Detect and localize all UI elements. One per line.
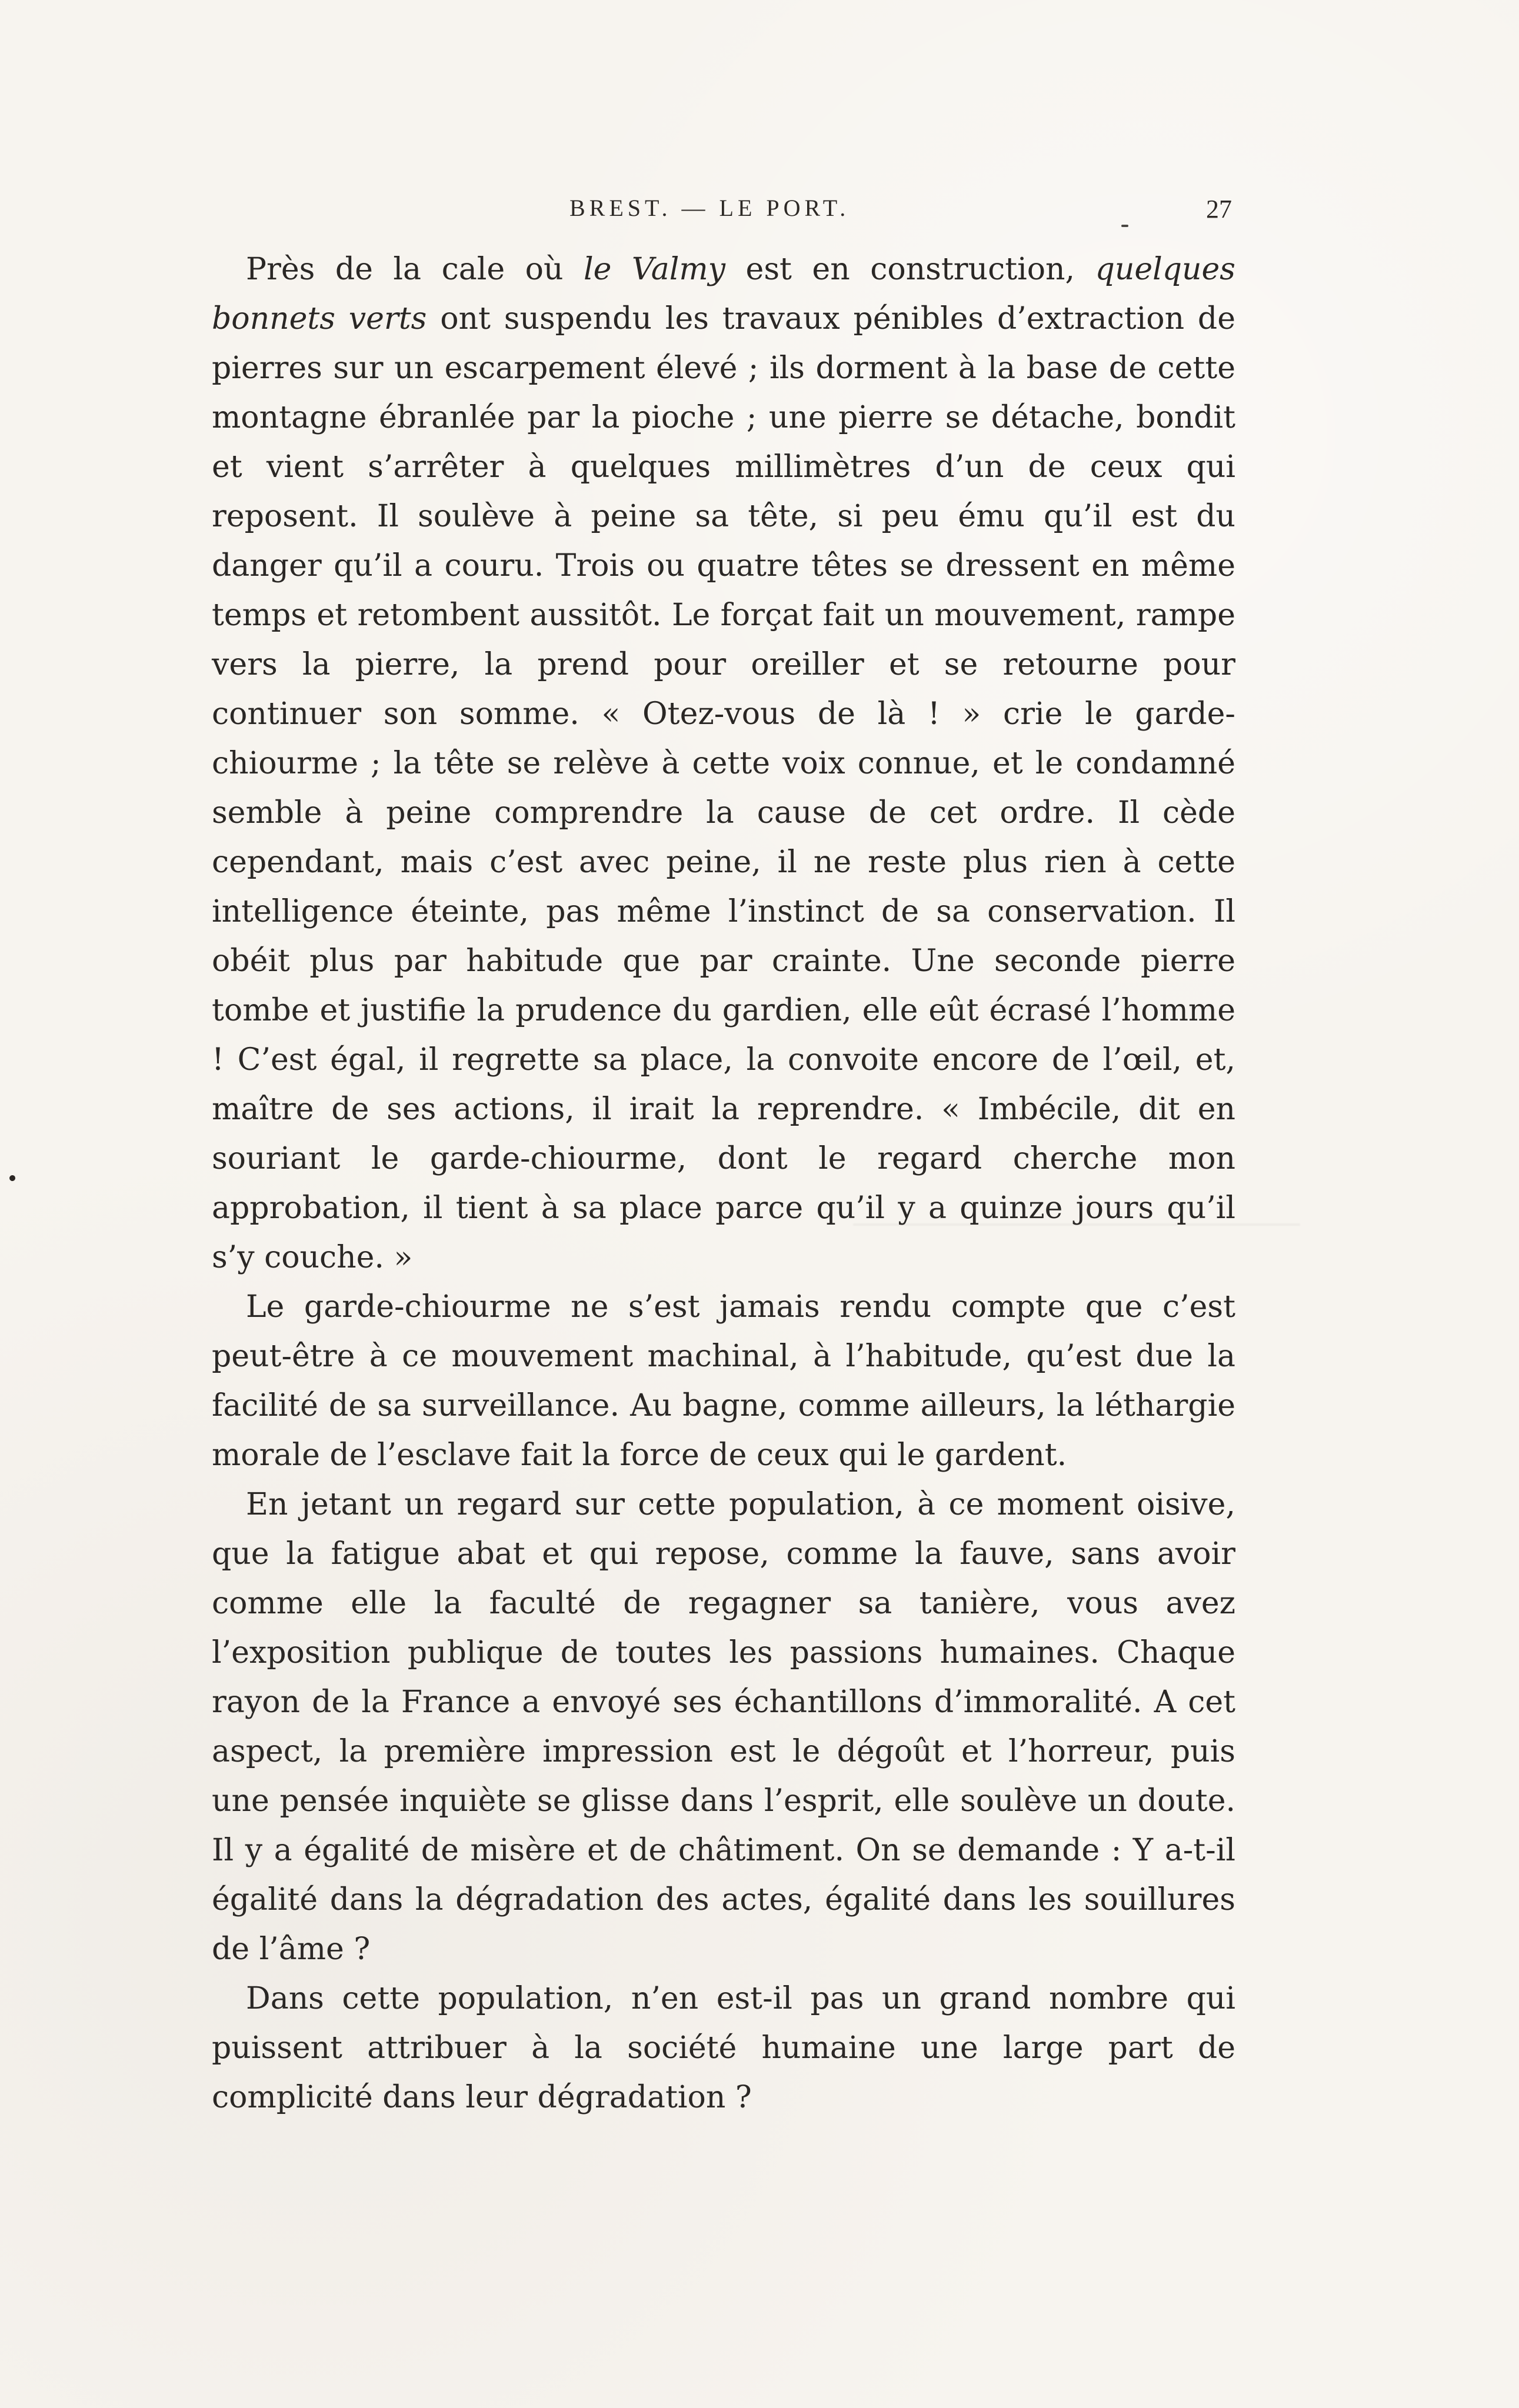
paragraph-4: Dans cette population, n’en est-il pas un grand nombre qui puissent attribuer à la société humaine une large part de complicité dans leur dégradation ? <box>212 1981 1235 2115</box>
paragraph-1 <box>212 245 1235 1282</box>
paragraph-3: En jetant un regard sur cette population, à ce moment oisive, que la fatigue abat et qui repose, comme la fauve, sans avoir comme elle la faculté de regagner sa tanière, vous avez l’exposition publique de toutes les passions humaines. Chaque rayon de la France a envoyé ses échantillons d’immoralité. A cet aspect, la première impression est le dégoût et l’horreur, puis une pensée inquiète se glisse dans l’esprit, elle soulève un doute. Il y a égalité de misère et de châtiment. On se demande : Y a-t-il égalité dans la dégradation des actes, égalité dans les souillures de l’âme ? <box>212 1487 1235 1967</box>
paragraph-2: Le garde-chiourme ne s’est jamais rendu compte que c’est peut-être à ce mouvement machinal, à l’habitude, qu’est due la facilité de sa surveillance. Au bagne, comme ailleurs, la léthargie morale de l’esclave fait la force de ceux qui le gardent. <box>212 1289 1235 1473</box>
margin-mark <box>9 1175 16 1182</box>
body-text <box>212 245 1235 2122</box>
header-dot <box>1121 225 1128 227</box>
page-number: 27 <box>1206 195 1232 224</box>
paragraph-1-text-middle: est en construction, <box>725 252 1095 287</box>
paragraph-1-italic-bonnets: quelques bonnets verts <box>212 252 1235 336</box>
running-head: BREST. — LE PORT. <box>569 195 850 221</box>
page-header <box>0 194 1519 247</box>
paragraph-1-text-start: Près de la cale où <box>246 252 584 287</box>
paragraph-1-text-end: ont suspendu les travaux pénibles d’extraction de pierres sur un escarpement élevé ; ils dorment à la base de cette montagne ébranlée par la pioche ; une pierre se détache, bondit et vient s’arrêter à quelques millimètres d’un de ceux qui reposent. Il soulève à peine sa tête, si peu ému qu’il est du danger qu’il a couru. Trois ou quatre têtes se dressent en même temps et retombent aussitôt. Le forçat fait un mouvement, rampe vers la pierre, la prend pour oreiller et se retourne pour continuer son somme. « Otez-vous de là ! » crie le garde-chiourme ; la tête se relève à cette voix connue, et le condamné semble à peine comprendre la cause de cet ordre. Il cède cependant, mais c’est avec peine, il ne reste plus rien à cette intelligence éteinte, pas même l’instinct de sa conservation. Il obéit plus par habitude que par crainte. Une seconde pierre tombe et justifie la prudence du gardien, elle eût écrasé l’homme ! C’est égal, il regrette sa place, la convoite encore de l’œil, et, maître de ses actions, il irait la reprendre. « Imbécile, dit en souriant le garde-chiourme, dont le regard cherche mon approbation, il tient à sa place parce qu’il y a quinze jours qu’il s’y couche. » <box>212 301 1235 1275</box>
paragraph-1-italic-valmy: le Valmy <box>583 252 726 287</box>
